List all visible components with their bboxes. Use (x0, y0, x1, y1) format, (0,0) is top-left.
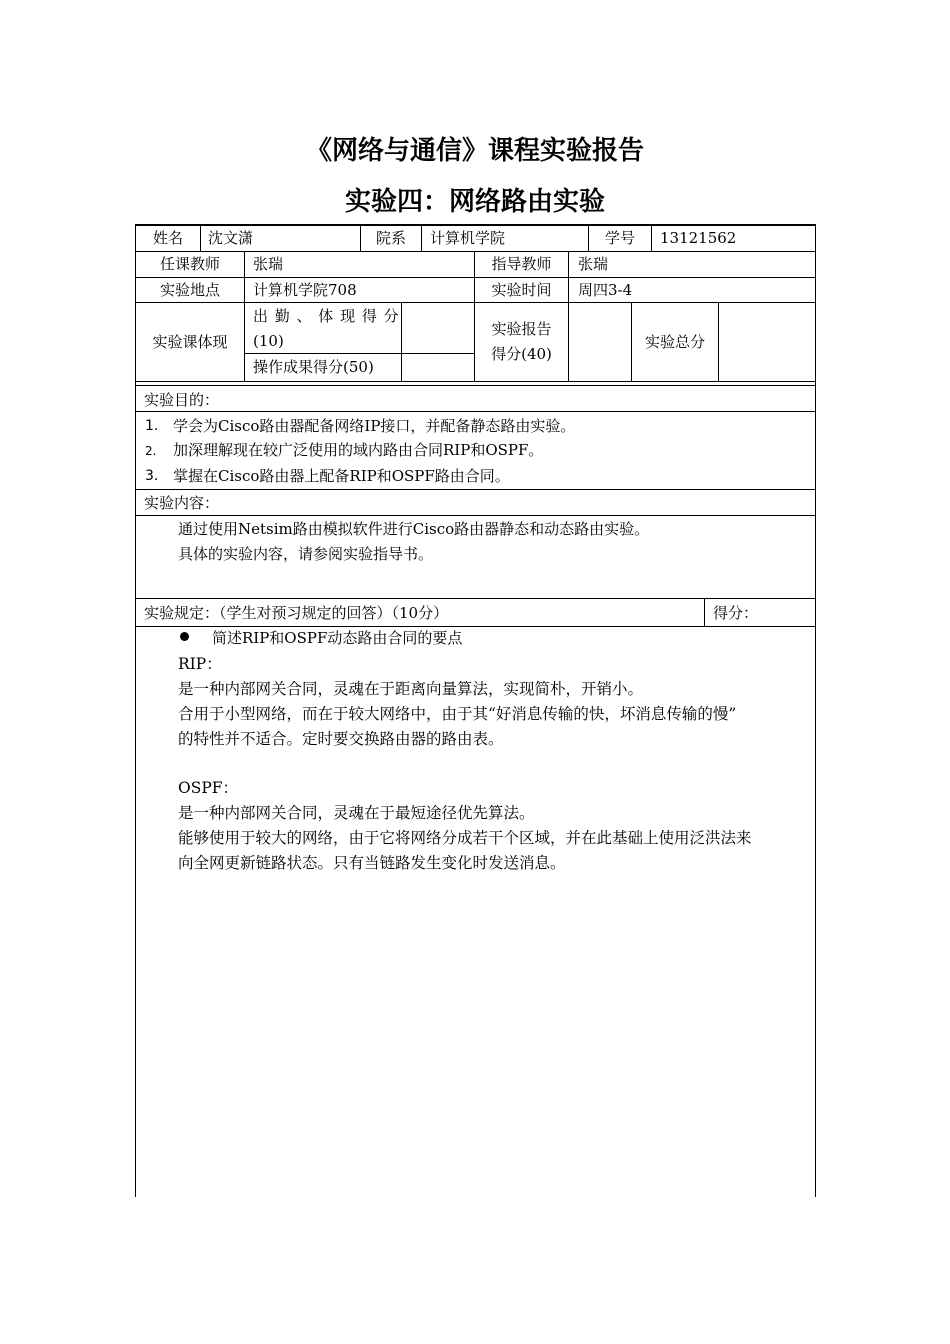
attendance-score-points: (10) (253, 332, 284, 350)
purpose-item-number: 3. (145, 468, 159, 484)
purpose-heading: 实验目的： (144, 391, 220, 409)
ospf-answer-line: 是一种内部网关合同，灵魂在于最短途径优先算法。 (178, 804, 535, 822)
col-divider (244, 251, 245, 381)
table-left-border (135, 224, 136, 1197)
col-divider (704, 598, 705, 626)
report-title: 《网络与通信》课程实验报告 (305, 136, 644, 166)
name-label: 姓名 (152, 229, 183, 247)
rip-answer-line: 的特性并不适合。定时要交换路由器的路由表。 (178, 730, 504, 748)
place-label: 实验地点 (159, 281, 220, 299)
rules-heading: 实验规定：（学生对预习规定的回答）（10分） (144, 604, 449, 622)
row-divider (135, 626, 816, 627)
col-divider (651, 224, 652, 251)
rules-score-label: 得分： (713, 604, 759, 622)
student-id-value: 13121562 (660, 229, 737, 247)
teacher-value: 张瑞 (253, 255, 284, 273)
table-top-border (135, 224, 816, 226)
place-value: 计算机学院708 (253, 281, 357, 299)
teacher-label: 任课教师 (159, 255, 220, 273)
content-heading: 实验内容： (144, 494, 220, 512)
report-score-label: 实验报告 (491, 320, 552, 338)
row-divider (135, 411, 816, 412)
dept-value: 计算机学院 (430, 229, 506, 247)
table-right-border (815, 224, 816, 1197)
time-value: 周四3-4 (578, 281, 633, 299)
result-score-label: 操作成果得分(50) (253, 358, 374, 376)
col-divider (718, 302, 719, 381)
row-divider (135, 598, 816, 599)
rip-answer-line: 合用于小型网络，而在于较大网络中，由于其“好消息传输的快，坏消息传输的慢” (178, 705, 737, 723)
content-line: 通过使用Netsim路由模拟软件进行Cisco路由器静态和动态路由实验。 (178, 520, 650, 538)
content-line: 具体的实验内容，请参阅实验指导书。 (178, 545, 434, 563)
advisor-value: 张瑞 (578, 255, 609, 273)
score-label: 实验课体现 (152, 333, 228, 351)
bullet-icon (180, 632, 189, 641)
student-id-label: 学号 (604, 229, 635, 247)
ospf-heading: OSPF： (178, 779, 239, 797)
purpose-item: 加深理解现在较广泛使用的域内路由合同RIP和OSPF。 (173, 441, 544, 459)
row-divider (135, 381, 816, 382)
time-label: 实验时间 (491, 281, 552, 299)
experiment-title: 实验四：网络路由实验 (344, 187, 605, 217)
total-score-label: 实验总分 (644, 333, 705, 351)
purpose-item-number: 2. (145, 444, 157, 458)
row-divider (135, 385, 816, 386)
purpose-item-number: 1. (145, 418, 159, 434)
col-divider (401, 302, 402, 381)
question-text: 简述RIP和OSPF动态路由合同的要点 (212, 629, 463, 647)
purpose-item: 学会为Cisco路由器配备网络IP接口，并配备静态路由实验。 (173, 417, 576, 435)
row-divider (244, 353, 474, 354)
advisor-label: 指导教师 (491, 255, 552, 273)
rip-answer-line: 是一种内部网关合同，灵魂在于距离向量算法，实现简朴，开销小。 (178, 680, 644, 698)
row-divider (135, 489, 816, 490)
report-score-points: 得分(40) (491, 345, 552, 363)
row-divider (135, 515, 816, 516)
row-divider (135, 251, 816, 252)
name-value: 沈文潇 (208, 229, 254, 247)
ospf-answer-line: 能够使用于较大的网络，由于它将网络分成若干个区域，并在此基础上使用泛洪法来 (178, 829, 752, 847)
purpose-item: 掌握在Cisco路由器上配备RIP和OSPF路由合同。 (173, 467, 510, 485)
col-divider (421, 224, 422, 251)
col-divider (568, 251, 569, 381)
row-divider (135, 277, 816, 278)
ospf-answer-line: 向全网更新链路状态。只有当链路发生变化时发送消息。 (178, 854, 566, 872)
rip-heading: RIP： (178, 655, 222, 673)
dept-label: 院系 (375, 229, 406, 247)
col-divider (200, 224, 201, 251)
row-divider (135, 302, 816, 303)
attendance-score-label: 出 勤 、 体 现 得 分 (253, 307, 400, 325)
